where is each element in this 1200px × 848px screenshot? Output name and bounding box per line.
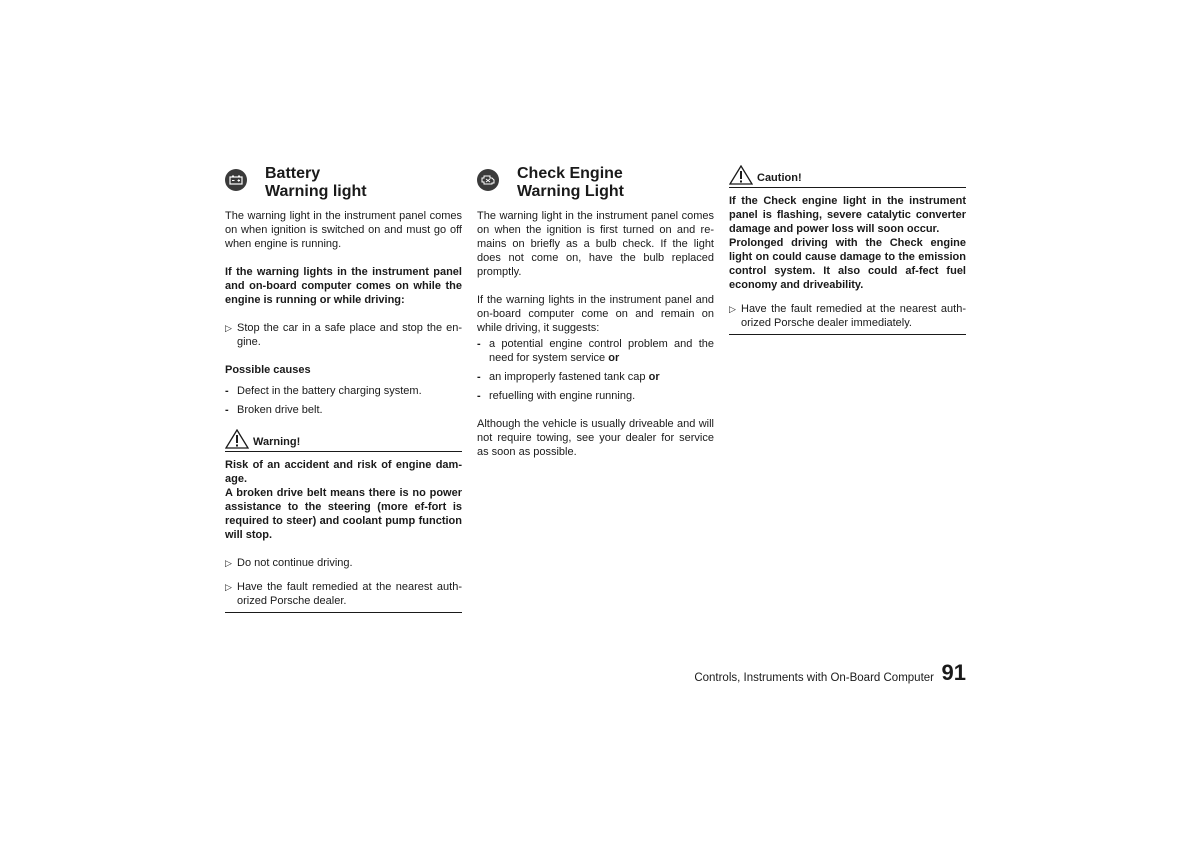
caution-text-2: Prolonged driving with the Check engine light on could cause damage to the emission control system. It also could af-fect fuel economy and driveability. <box>729 237 966 291</box>
battery-intro: The warning light in the instrument panel comes on when ignition is switched on and must go off when engine is running. <box>225 210 462 250</box>
section-end-rule <box>729 334 966 335</box>
warning-triangle-icon <box>225 429 249 449</box>
cause-item: - Defect in the battery charging system. <box>225 385 422 397</box>
check-engine-title-line1: Check Engine <box>517 165 623 182</box>
warning-text-1: Risk of an accident and risk of engine dam-age. <box>225 459 462 485</box>
bullet-triangle-icon: ▷ <box>225 323 232 333</box>
caution-section <box>729 163 966 335</box>
warning-triangle-icon <box>729 165 753 185</box>
battery-title-line1: Battery <box>265 165 321 182</box>
bullet-triangle-icon: ▷ <box>225 558 232 568</box>
check-engine-intro: The warning light in the instrument panel comes on when the ignition is first turned on and re-mains on briefly as a bulb check. If the light does not come on, have the bulb replaced promptly. <box>477 210 714 278</box>
warning-label: Warning! <box>253 436 301 448</box>
battery-action-item: ▷ Stop the car in a safe place and stop the en-gine. <box>225 322 462 348</box>
warning-action-item: ▷ Do not continue driving. <box>225 557 353 569</box>
section-end-rule <box>225 612 462 613</box>
battery-title-line2: Warning light <box>265 183 367 200</box>
caution-header <box>729 165 966 188</box>
warning-box <box>225 429 462 613</box>
battery-section <box>225 163 462 613</box>
check-engine-title <box>517 165 624 201</box>
page-number: 91 <box>941 660 966 685</box>
warning-text-2: A broken drive belt means there is no power assistance to the steering (more ef-fort is required to steer) and coolant pump function will stop. <box>225 487 462 541</box>
footer-section-title: Controls, Instruments with On-Board Computer <box>694 672 934 684</box>
caution-text-1: If the Check engine light in the instrument panel is flashing, severe catalytic converter damage and power loss will soon occur. <box>729 195 966 235</box>
check-engine-suggests: If the warning lights in the instrument panel and on-board computer come on and remain on while driving, it suggests: <box>477 294 714 334</box>
battery-heading <box>225 163 462 203</box>
page-footer <box>694 660 966 690</box>
bullet-triangle-icon: ▷ <box>729 304 736 314</box>
battery-title <box>265 165 367 201</box>
check-engine-title-line2: Warning Light <box>517 183 624 200</box>
battery-icon <box>225 169 247 191</box>
check-engine-section <box>477 163 714 473</box>
warning-action-item: ▷ Have the fault remedied at the nearest auth-orized Porsche dealer. <box>225 581 462 607</box>
suggestion-item: - a potential engine control problem and the need for system service or <box>477 338 714 364</box>
warning-header <box>225 429 462 452</box>
check-engine-outro: Although the vehicle is usually driveable and will not require towing, see your dealer for service as soon as possible. <box>477 418 714 458</box>
suggestion-item: - refuelling with engine running. <box>477 390 636 402</box>
caution-label: Caution! <box>757 172 802 184</box>
caution-action-item: ▷ Have the fault remedied at the nearest auth-orized Porsche dealer immediately. <box>729 303 966 329</box>
suggestion-item: - an improperly fastened tank cap or <box>477 371 660 383</box>
check-engine-icon <box>477 169 499 191</box>
cause-item: - Broken drive belt. <box>225 404 323 416</box>
causes-heading: Possible causes <box>225 364 311 376</box>
battery-bold-note: If the warning lights in the instrument panel and on-board computer comes on while the engine is running or while driving: <box>225 266 462 306</box>
check-engine-heading <box>477 163 714 203</box>
bullet-triangle-icon: ▷ <box>225 582 232 592</box>
